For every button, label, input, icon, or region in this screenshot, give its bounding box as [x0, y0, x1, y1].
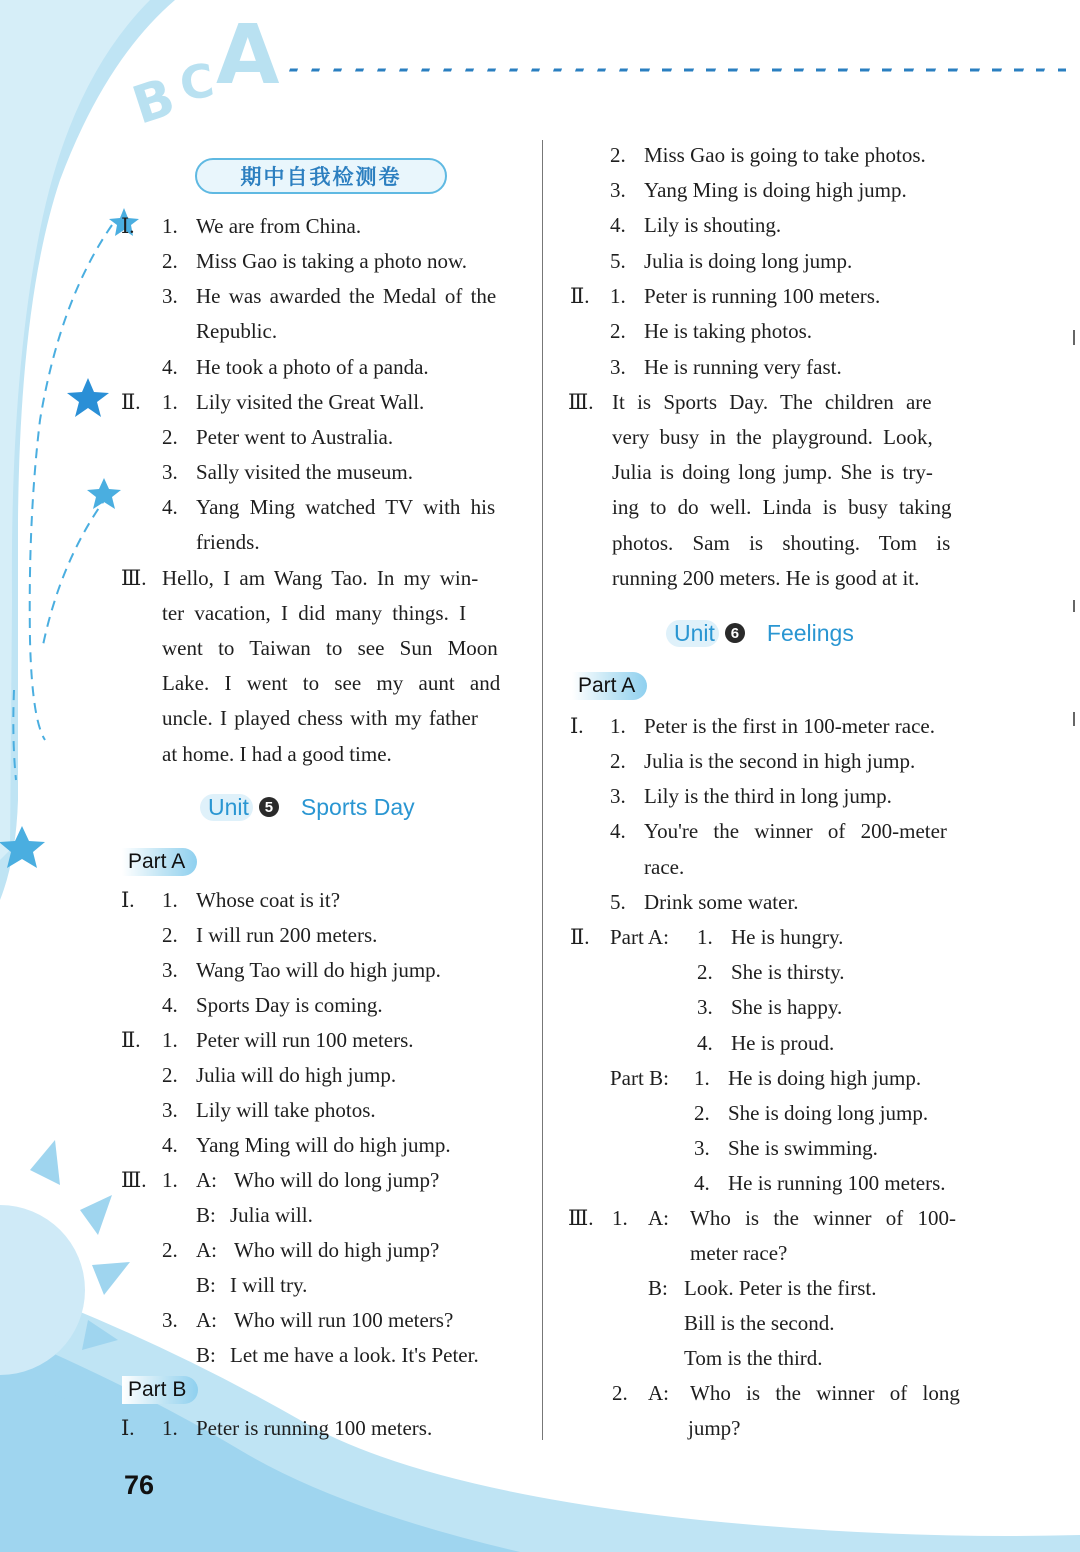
item-number: 3.: [162, 1098, 178, 1122]
section-numeral: Ⅲ.: [121, 566, 147, 590]
item-number: 3.: [610, 784, 626, 808]
item-number: 4.: [610, 213, 626, 237]
item-number: 2.: [162, 1063, 178, 1087]
answer-line: Lily will take photos.: [196, 1098, 376, 1122]
unit-title: Feelings: [766, 619, 854, 646]
item-number: 1.: [697, 925, 713, 949]
unit-6-heading: [666, 618, 854, 648]
item-number: 2.: [610, 143, 626, 167]
answer-line: She is swimming.: [728, 1136, 878, 1160]
dialogue-line: Who will run 100 meters?: [234, 1308, 454, 1332]
answer-line: He is proud.: [731, 1031, 835, 1055]
section-numeral: Ⅲ.: [121, 1168, 147, 1192]
section-numeral: Ⅱ.: [121, 1028, 141, 1052]
section-numeral: Ⅲ.: [568, 390, 594, 414]
item-number: 1.: [162, 1028, 178, 1052]
unit-label: Unit: [200, 794, 253, 821]
item-number: 1.: [162, 1168, 178, 1192]
speaker-label: B:: [196, 1273, 216, 1297]
item-number: 1.: [162, 888, 178, 912]
item-number: 2.: [162, 249, 178, 273]
section-numeral: Ⅰ.: [570, 714, 584, 738]
answer-line: She is happy.: [731, 995, 843, 1019]
unit-5-heading: [200, 792, 415, 822]
decor-letter-a: A: [216, 8, 280, 103]
answer-line: Peter went to Australia.: [196, 425, 394, 449]
decor-letter-c: C: [176, 52, 218, 112]
speaker-label: A:: [648, 1206, 669, 1230]
answer-line: Julia will do high jump.: [196, 1063, 397, 1087]
answer-line: Sports Day is coming.: [196, 993, 383, 1017]
section-numeral: Ⅰ.: [121, 214, 135, 238]
paragraph-line: uncle. I played chess with my father: [162, 706, 478, 730]
item-number: 2.: [612, 1381, 628, 1405]
speaker-label: B:: [196, 1343, 216, 1367]
answer-line: He is running 100 meters.: [728, 1171, 946, 1195]
section-numeral: Ⅱ.: [121, 390, 141, 414]
item-number: 3.: [162, 460, 178, 484]
item-number: 2.: [162, 923, 178, 947]
paragraph-line: very busy in the playground. Look,: [612, 425, 933, 449]
item-number: 2.: [610, 749, 626, 773]
speaker-label: A:: [196, 1308, 217, 1332]
unit-number-badge: 5: [259, 797, 279, 817]
answer-line: Miss Gao is going to take photos.: [644, 143, 926, 167]
item-number: 1.: [610, 284, 626, 308]
dialogue-line: jump?: [688, 1416, 741, 1440]
right-column: [540, 0, 1080, 1552]
speaker-label: B:: [196, 1203, 216, 1227]
item-number: 4.: [162, 355, 178, 379]
paragraph-line: It is Sports Day. The children are: [612, 390, 932, 414]
item-number: 4.: [610, 819, 626, 843]
dialogue-line: I will try.: [230, 1273, 308, 1297]
dialogue-line: Tom is the third.: [684, 1346, 823, 1370]
section-numeral: Ⅰ.: [121, 1416, 135, 1440]
dialogue-line: Who will do long jump?: [234, 1168, 440, 1192]
item-number: 2.: [162, 425, 178, 449]
item-number: 5.: [610, 890, 626, 914]
unit-number-badge: 6: [725, 623, 745, 643]
dialogue-line: Who will do high jump?: [234, 1238, 440, 1262]
item-number: 3.: [162, 1308, 178, 1332]
item-number: 1.: [610, 714, 626, 738]
answer-line: Sally visited the museum.: [196, 460, 413, 484]
sub-part-label: Part A:: [610, 925, 669, 949]
speaker-label: A:: [196, 1238, 217, 1262]
answer-line: Peter is running 100 meters.: [196, 1416, 433, 1440]
answer-line: She is thirsty.: [731, 960, 845, 984]
item-number: 1.: [162, 214, 178, 238]
decor-letter-b: B: [125, 67, 182, 137]
speaker-label: B:: [648, 1276, 668, 1300]
item-number: 5.: [610, 249, 626, 273]
dialogue-line: Who is the winner of long: [690, 1381, 960, 1405]
answer-line: friends.: [196, 530, 260, 554]
part-a-heading: Part A: [122, 848, 197, 876]
answer-line: Republic.: [196, 319, 278, 343]
answer-line: He is running very fast.: [644, 355, 842, 379]
paragraph-line: photos. Sam is shouting. Tom is: [612, 531, 951, 555]
paragraph-line: Lake. I went to see my aunt and: [162, 671, 501, 695]
answer-line: Peter is the first in 100-meter race.: [644, 714, 935, 738]
section-numeral: Ⅲ.: [568, 1206, 594, 1230]
paragraph-line: ter vacation, I did many things. I: [162, 601, 467, 625]
dialogue-line: Who is the winner of 100-: [690, 1206, 957, 1230]
item-number: 1.: [612, 1206, 628, 1230]
item-number: 4.: [697, 1031, 713, 1055]
dialogue-line: meter race?: [690, 1241, 788, 1265]
answer-line: Whose coat is it?: [196, 888, 341, 912]
paragraph-line: Julia is doing long jump. She is try-: [612, 460, 933, 484]
part-a-heading: Part A: [572, 672, 647, 700]
answer-line: Yang Ming will do high jump.: [196, 1133, 451, 1157]
item-number: 4.: [162, 993, 178, 1017]
paragraph-line: at home. I had a good time.: [162, 742, 392, 766]
answer-line: She is doing long jump.: [728, 1101, 929, 1125]
answer-line: Peter is running 100 meters.: [644, 284, 881, 308]
answer-line: Drink some water.: [644, 890, 799, 914]
answer-line: race.: [644, 855, 685, 879]
dialogue-line: Julia will.: [230, 1203, 313, 1227]
answer-line: He took a photo of a panda.: [196, 355, 429, 379]
unit-label: Unit: [666, 620, 719, 647]
paragraph-line: ing to do well. Linda is busy taking: [612, 495, 952, 519]
page-number: 76: [124, 1470, 155, 1500]
item-number: 4.: [162, 495, 178, 519]
sub-part-label: Part B:: [610, 1066, 669, 1090]
item-number: 2.: [694, 1101, 710, 1125]
paragraph-line: went to Taiwan to see Sun Moon: [162, 636, 498, 660]
answer-line: Peter will run 100 meters.: [196, 1028, 414, 1052]
item-number: 4.: [162, 1133, 178, 1157]
answer-line: Wang Tao will do high jump.: [196, 958, 441, 982]
item-number: 3.: [162, 958, 178, 982]
speaker-label: A:: [648, 1381, 669, 1405]
item-number: 1.: [694, 1066, 710, 1090]
item-number: 4.: [694, 1171, 710, 1195]
item-number: 2.: [162, 1238, 178, 1262]
paragraph-line: Hello, I am Wang Tao. In my win-: [162, 566, 479, 590]
answer-line: Lily visited the Great Wall.: [196, 390, 425, 414]
answer-line: Lily is the third in long jump.: [644, 784, 892, 808]
answer-line: Lily is shouting.: [644, 213, 782, 237]
item-number: 2.: [610, 319, 626, 343]
answer-line: Julia is doing long jump.: [644, 249, 853, 273]
item-number: 3.: [610, 355, 626, 379]
dialogue-line: Let me have a look. It's Peter.: [230, 1343, 479, 1367]
item-number: 3.: [697, 995, 713, 1019]
dialogue-line: Bill is the second.: [684, 1311, 835, 1335]
answer-line: He is doing high jump.: [728, 1066, 922, 1090]
section-numeral: Ⅱ.: [570, 925, 590, 949]
unit-title: Sports Day: [300, 793, 415, 820]
answer-line: He is hungry.: [731, 925, 844, 949]
answer-line: Yang Ming watched TV with his: [196, 495, 496, 519]
answer-line: I will run 200 meters.: [196, 923, 378, 947]
paragraph-line: running 200 meters. He is good at it.: [612, 566, 920, 590]
item-number: 1.: [162, 1416, 178, 1440]
item-number: 1.: [162, 390, 178, 414]
speaker-label: A:: [196, 1168, 217, 1192]
item-number: 3.: [694, 1136, 710, 1160]
section-numeral: Ⅰ.: [121, 888, 135, 912]
answer-line: Miss Gao is taking a photo now.: [196, 249, 468, 273]
item-number: 3.: [162, 284, 178, 308]
part-b-heading: Part B: [122, 1376, 198, 1404]
answer-line: Yang Ming is doing high jump.: [644, 178, 907, 202]
item-number: 2.: [697, 960, 713, 984]
item-number: 3.: [610, 178, 626, 202]
answer-line: We are from China.: [196, 214, 362, 238]
answer-line: He is taking photos.: [644, 319, 812, 343]
answer-line: You're the winner of 200-meter: [644, 819, 947, 843]
answer-line: He was awarded the Medal of the: [196, 284, 497, 308]
answer-line: Julia is the second in high jump.: [644, 749, 916, 773]
dialogue-line: Look. Peter is the first.: [684, 1276, 877, 1300]
section-numeral: Ⅱ.: [570, 284, 590, 308]
page-title: 期中自我检测卷: [195, 158, 447, 194]
